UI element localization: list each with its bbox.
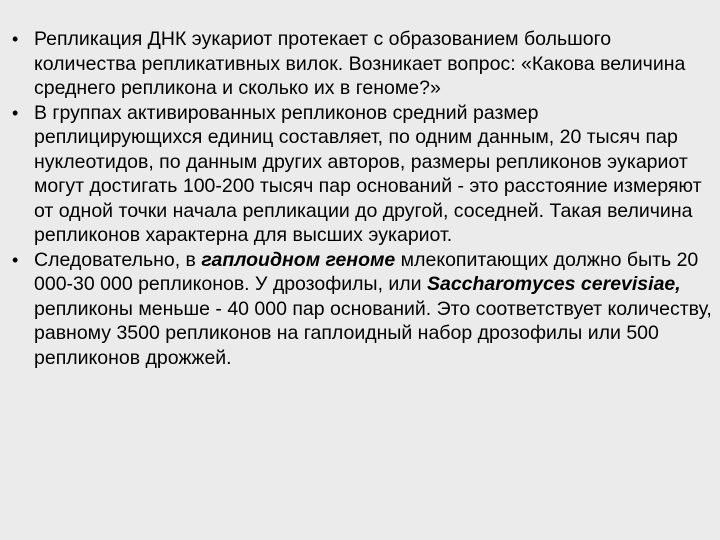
bullet-2-text: В группах активированных репликонов средний размер реплицирующихся единиц составляет, по одним данным, 20 тысяч пар нуклеотидов, по данным других авторов, размеры репликонов эукариот могут достигать 100-200 тысяч пар оснований - это расстояние измеряют от одной точки начала репликации до другой, соседней. Такая величина репликонов характерна для высших эукариот.: [34, 101, 702, 246]
bullet-text: [34, 27, 712, 101]
bullet-3-text-a: Следовательно, в: [34, 248, 202, 271]
bullet-3-text-c: репликоны меньше - 40 000 пар оснований. Это соответствует количеству, равному 3500 репликонов на гаплоидный набор дрозофилы или 500 репликонов дрожжей.: [34, 297, 712, 369]
bullet-text: [34, 101, 712, 248]
bullet-marker: •: [12, 29, 19, 49]
bullet-item-1: [12, 27, 712, 101]
bullet-item-3: [12, 248, 712, 371]
emphasis-species-name: Saccharomyces cerevisiae,: [426, 273, 681, 295]
bullet-3-text-b: млекопитающих должно быть 20 000-30 000 репликонов. У дрозофилы, или: [34, 248, 699, 295]
bullet-marker: •: [12, 102, 19, 123]
bullet-1-text: Репликация ДНК эукариот протекает с образованием большого количества репликативных вилок. Возникает вопрос: «Какова величина среднего репликона и сколько их в геноме?»: [34, 28, 686, 99]
bullet-list: [12, 27, 712, 370]
emphasis-haploid-genome: гаплоидном геноме: [201, 248, 396, 271]
bullet-item-2: [12, 101, 712, 248]
bullet-text: [34, 248, 712, 371]
bullet-marker: •: [12, 249, 19, 270]
